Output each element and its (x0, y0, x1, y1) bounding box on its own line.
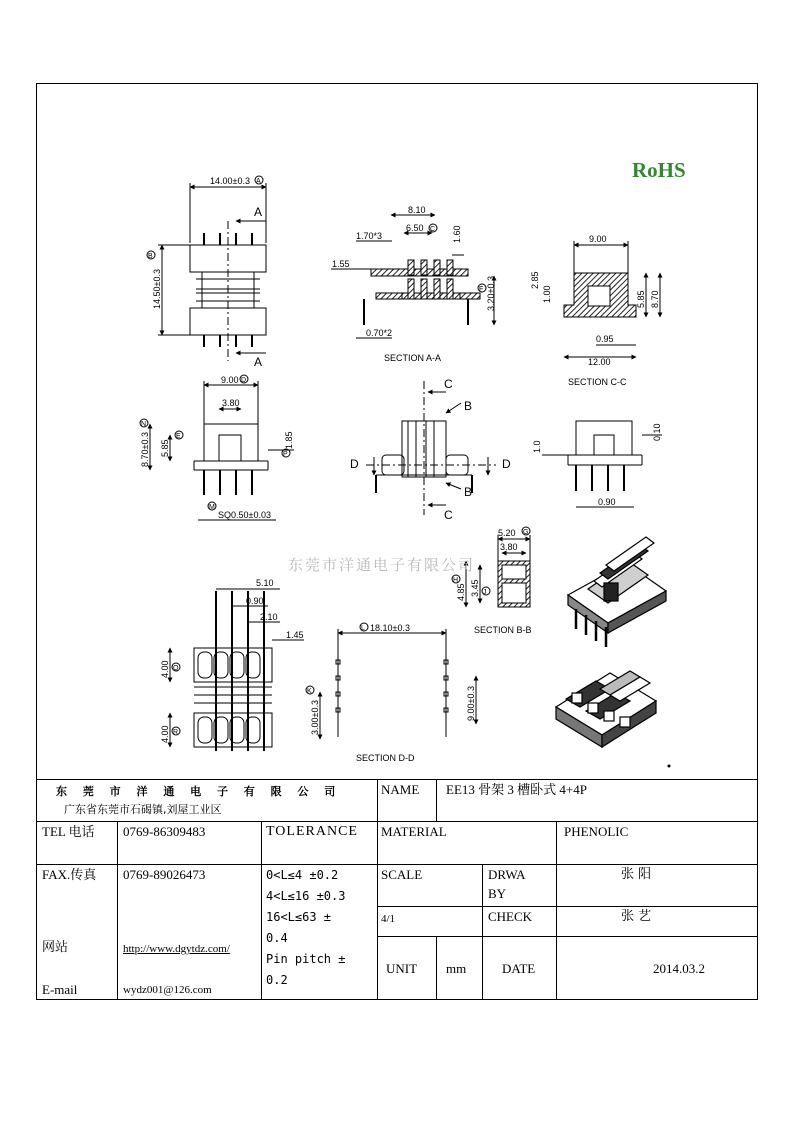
email-label: E-mail (42, 982, 78, 997)
section-mark-a-top: A (254, 205, 263, 219)
ref-h: H (453, 577, 459, 584)
rohs-mark: RoHS (632, 158, 686, 182)
drawby-label-line2: BY (488, 886, 507, 901)
tolerance-label: TOLERANCE (266, 824, 358, 839)
bottom-view (160, 578, 304, 751)
dim-sc-095: 0.95 (596, 334, 614, 344)
section-cc-label: SECTION C-C (568, 377, 627, 387)
front-view (140, 375, 294, 520)
check-value: 张 艺 (621, 909, 652, 924)
dim-top-height: 14.50±0.3 (152, 269, 162, 309)
section-mark-d-left: D (350, 457, 359, 471)
section-mark-c-top: C (444, 377, 453, 391)
company-watermark: 东莞市洋通电子有限公司 (288, 556, 476, 574)
dim-sc-285: 2.85 (530, 271, 540, 289)
dim-sb-345: 3.45 (470, 579, 480, 597)
dim-fv-900: 9.00 (221, 375, 239, 385)
date-label: DATE (502, 961, 536, 976)
section-mark-d-right: D (502, 457, 511, 471)
section-dd-label: SECTION D-D (356, 753, 415, 763)
dim-bv-400b: 4.00 (160, 725, 170, 743)
isometric-view-2 (556, 671, 656, 747)
technical-drawing (36, 83, 758, 779)
fax-value: 0769-89026473 (123, 867, 206, 882)
tel-value: 0769-86309483 (123, 824, 206, 839)
unit-label: UNIT (386, 961, 418, 976)
dim-sc-870: 8.70 (650, 290, 660, 308)
dim-sd-1810: 18.10±0.3 (370, 623, 410, 633)
dim-fv-sq: SQ0.50±0.03 (218, 510, 271, 520)
ref-r: R (173, 729, 179, 736)
ref-n: N (141, 421, 147, 428)
dim-sb-380: 3.80 (500, 542, 518, 552)
dim-sd-300: 3.00±0.3 (310, 700, 320, 735)
email-value: wydz001@126.com (123, 984, 212, 996)
dim-sc-585: 5.85 (636, 290, 646, 308)
ref-a: A (256, 178, 261, 185)
fax-label: FAX.传真 (42, 867, 97, 882)
dim-sv-010: 0.10 (652, 423, 662, 441)
name-value: EE13 骨架 3 槽卧式 4+4P (446, 782, 587, 797)
tolerance-line-3: 16<L≤63 ± (266, 910, 332, 924)
tolerance-line-3b: 0.4 (266, 931, 288, 945)
dim-sc-900: 9.00 (589, 234, 607, 244)
dim-sa-160: 1.60 (452, 225, 462, 243)
dim-sd-900: 9.00±0.3 (466, 686, 476, 721)
dim-sa-170: 1.70*3 (356, 231, 383, 241)
scale-label: SCALE (381, 867, 423, 882)
dim-fv-380: 3.80 (222, 398, 240, 408)
section-d-d (306, 623, 476, 763)
tel-label: TEL 电话 (42, 824, 95, 839)
check-label: CHECK (488, 909, 533, 924)
title-block (36, 779, 758, 1000)
dim-sb-520: 5.20 (498, 528, 516, 538)
ref-c: C (430, 226, 436, 233)
tolerance-line-1: 0<L≤4 ±0.2 (266, 868, 339, 882)
dim-sv-090: 0.90 (598, 497, 616, 507)
dim-top-width: 14.00±0.3 (210, 176, 250, 186)
ref-f: F (479, 286, 484, 293)
name-label: NAME (381, 782, 420, 797)
unit-value: mm (446, 961, 467, 976)
ref-l: L (361, 625, 365, 632)
ref-q: Q (173, 665, 179, 672)
drawby-label-line1: DRWA (488, 867, 526, 882)
tolerance-line-4: Pin pitch ± (266, 952, 346, 966)
section-a-a (331, 205, 496, 363)
section-mark-c-bottom: C (444, 508, 453, 522)
section-c-c (530, 234, 660, 387)
website-label: 网站 (42, 940, 69, 955)
ref-e: E (176, 433, 181, 440)
dim-sb-485: 4.85 (456, 583, 466, 601)
company-name: 东 莞 市 洋 通 电 子 有 限 公 司 (56, 785, 342, 798)
section-mark-b-top: B (464, 399, 473, 413)
ref-j: J (483, 589, 487, 596)
dim-fv-870: 8.70±0.3 (140, 432, 150, 467)
material-value: PHENOLIC (564, 824, 629, 839)
tolerance-line-2: 4<L≤16 ±0.3 (266, 889, 346, 903)
website-link[interactable]: http://www.dgytdz.com/ (123, 943, 230, 955)
drawby-value: 张 阳 (621, 867, 652, 882)
dim-bv-400a: 4.00 (160, 660, 170, 678)
ref-b: B (148, 253, 153, 260)
ref-m: M (209, 504, 215, 511)
dim-sa-810: 8.10 (408, 205, 426, 215)
dim-bv-210: 2.10 (260, 612, 278, 622)
isometric-view-1 (568, 537, 666, 647)
dim-bv-090: 0.90 (246, 596, 264, 606)
section-b-b (452, 527, 532, 635)
date-value: 2014.03.2 (653, 961, 705, 976)
dim-sa-155: 1.55 (332, 259, 350, 269)
side-view (350, 377, 511, 522)
section-mark-a-bottom: A (254, 355, 263, 369)
dim-sa-320: 3.20±0.3 (486, 276, 496, 311)
dim-sv-10: 1.0 (532, 440, 542, 453)
ref-g: G (523, 529, 529, 536)
right-side-view (532, 421, 662, 507)
top-view (147, 176, 266, 369)
company-address: 广东省东莞市石碣镇,刘屋工业区 (64, 803, 222, 816)
section-aa-label: SECTION A-A (384, 353, 442, 363)
section-mark-b-bottom: B (464, 485, 473, 499)
dim-sc-100: 1.00 (542, 285, 552, 303)
material-label: MATERIAL (381, 824, 447, 839)
dim-fv-585: 5.85 (160, 439, 170, 457)
ref-d: D (241, 377, 247, 384)
dim-sa-650: 6.50 (406, 223, 424, 233)
dim-sc-1200: 12.00 (588, 357, 611, 367)
tolerance-line-4b: 0.2 (266, 973, 288, 987)
section-bb-label: SECTION B-B (474, 625, 532, 635)
ref-k: K (307, 688, 312, 695)
dim-sa-070: 0.70*2 (366, 328, 393, 338)
scale-value: 4/1 (381, 913, 396, 925)
dim-fv-185: 1.85 (284, 431, 294, 449)
dim-bv-145: 1.45 (286, 630, 304, 640)
ref-p: P (283, 451, 288, 458)
dim-bv-510: 5.10 (256, 578, 274, 588)
